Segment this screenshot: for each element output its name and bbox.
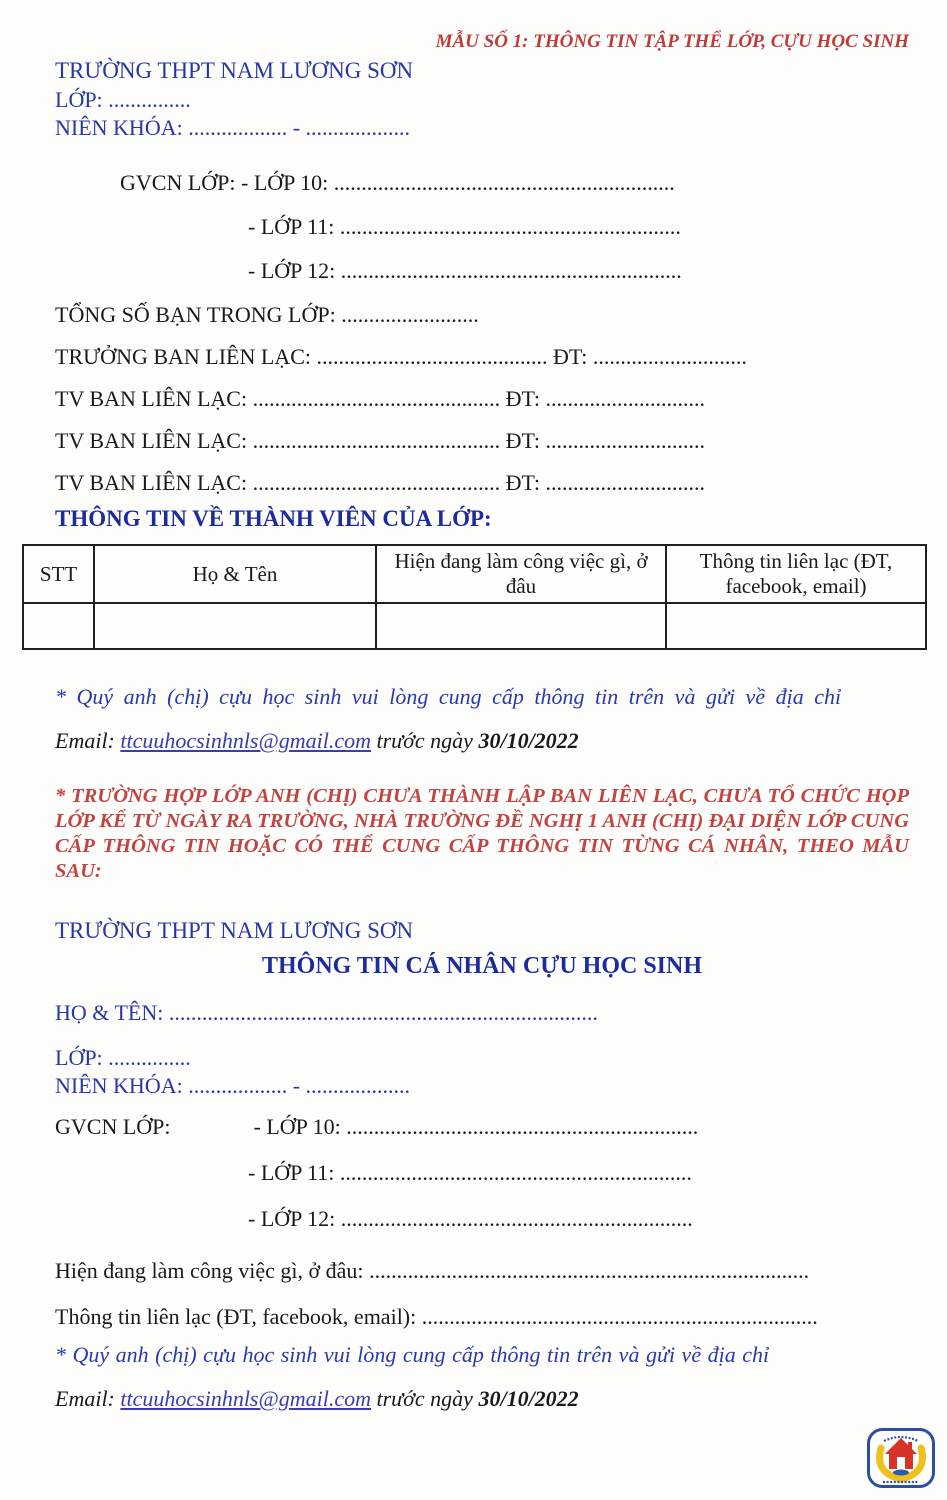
col-header-job: Hiện đang làm công việc gì, ở đâu <box>376 545 666 603</box>
grade11-dotted-blank: .............................................................. <box>339 214 681 239</box>
school-name: TRƯỜNG THPT NAM LƯƠNG SƠN <box>55 918 414 943</box>
before-date-text: trước ngày <box>376 728 473 753</box>
members-section-heading: THÔNG TIN VỀ THÀNH VIÊN CỦA LỚP: <box>55 506 492 531</box>
gvcn-row-grade10 <box>120 168 909 198</box>
deadline-date: 30/10/2022 <box>478 728 579 753</box>
school-logo-icon <box>866 1427 936 1489</box>
gvcn-label: GVCN LỚP: <box>55 1114 171 1139</box>
grade12-label: - LỚP 12: <box>248 258 336 283</box>
cohort-separator: - <box>292 115 301 140</box>
contact-member-dotted-blank: ............................................. <box>252 386 501 411</box>
empty-cell-job <box>376 603 666 649</box>
gvcn-row-grade11 <box>248 212 909 242</box>
grade12-dotted-blank: ................................................................ <box>340 1206 693 1231</box>
email-link[interactable]: ttcuuhocsinhnls@gmail.com <box>120 728 371 753</box>
empty-cell-stt <box>23 603 94 649</box>
email-instruction-line <box>55 1384 909 1414</box>
cohort-label: NIÊN KHÓA: <box>55 115 183 140</box>
total-students-dotted-blank: ......................... <box>341 302 479 327</box>
form-number-tag: MẪU SỐ 1: THÔNG TIN TẬP THỂ LỚP, CỰU HỌC SINH <box>435 31 909 52</box>
gvcn-row-grade10 <box>55 1112 909 1142</box>
contact-info-dotted-blank: ........................................................................ <box>421 1304 818 1329</box>
personal-section-heading: THÔNG TIN CÁ NHÂN CỰU HỌC SINH <box>261 953 703 979</box>
class-field <box>55 1044 909 1072</box>
contact-member-row <box>55 468 909 498</box>
class-label: LỚP: <box>55 1045 103 1070</box>
contact-member-phone-label: ĐT: <box>505 470 540 495</box>
grade10-dotted-blank: ................................................................ <box>346 1114 699 1139</box>
grade12-label: - LỚP 12: <box>248 1206 336 1231</box>
contact-member-phone-dotted-blank: ............................. <box>545 386 705 411</box>
full-name-dotted-blank: .............................................................................. <box>168 1000 598 1025</box>
current-job-dotted-blank: ................................................................................ <box>369 1258 810 1283</box>
contact-head-dotted-blank: .......................................... <box>316 344 548 369</box>
no-committee-notice: * TRƯỜNG HỢP LỚP ANH (CHỊ) CHƯA THÀNH LẬP BAN LIÊN LẠC, CHƯA TỔ CHỨC HỌP LỚP KỂ TỪ NGÀY RA TRƯỜNG, NHÀ TRƯỜNG ĐỀ NGHỊ 1 ANH (CHỊ) ĐẠI DIỆN LỚP CUNG CẤP THÔNG TIN HOẶC CÓ THỂ CUNG CẤP THÔNG TIN TỪNG CÁ NHÂN, THEO MẪU SAU: <box>55 785 909 882</box>
contact-member-label: TV BAN LIÊN LẠC: <box>55 386 248 411</box>
contact-member-row <box>55 426 909 456</box>
col-header-stt: STT <box>23 545 94 603</box>
contact-member-phone-dotted-blank: ............................. <box>545 428 705 453</box>
cohort-field <box>55 1072 909 1100</box>
contact-member-label: TV BAN LIÊN LẠC: <box>55 470 248 495</box>
contact-member-phone-dotted-blank: ............................. <box>545 470 705 495</box>
email-instruction-line <box>55 726 909 756</box>
contact-head-label: TRƯỞNG BAN LIÊN LẠC: <box>55 344 311 369</box>
cohort-dotted-blank-to: ................... <box>305 1073 411 1098</box>
contact-head-phone-label: ĐT: <box>553 344 588 369</box>
contact-info-field <box>55 1302 909 1332</box>
submission-note: * Quý anh (chị) cựu học sinh vui lòng cung cấp thông tin trên và gửi về địa chỉ <box>55 684 842 709</box>
gvcn-row-grade12 <box>248 256 909 286</box>
grade10-label: - LỚP 10: <box>241 170 329 195</box>
cohort-separator: - <box>292 1073 301 1098</box>
school-name: TRƯỜNG THPT NAM LƯƠNG SƠN <box>55 58 414 83</box>
email-label: Email: <box>55 1386 115 1411</box>
full-name-label: HỌ & TÊN: <box>55 1000 164 1025</box>
current-job-field <box>55 1256 909 1286</box>
contact-member-dotted-blank: ............................................. <box>252 470 501 495</box>
grade11-dotted-blank: ................................................................ <box>339 1160 692 1185</box>
before-date-text: trước ngày <box>376 1386 473 1411</box>
cohort-label: NIÊN KHÓA: <box>55 1073 183 1098</box>
class-dotted-blank: ............... <box>108 1045 191 1070</box>
deadline-date: 30/10/2022 <box>478 1386 579 1411</box>
cohort-dotted-blank-from: .................. <box>188 1073 288 1098</box>
grade10-label: - LỚP 10: <box>253 1114 341 1139</box>
members-table-empty-row <box>23 603 926 649</box>
contact-member-label: TV BAN LIÊN LẠC: <box>55 428 248 453</box>
grade11-label: - LỚP 11: <box>248 214 335 239</box>
cohort-dotted-blank-to: ................... <box>305 115 411 140</box>
cohort-field <box>55 114 909 142</box>
submission-note: * Quý anh (chị) cựu học sinh vui lòng cung cấp thông tin trên và gửi về địa chỉ <box>55 1342 770 1367</box>
contact-member-row <box>55 384 909 414</box>
contact-member-dotted-blank: ............................................. <box>252 428 501 453</box>
current-job-label: Hiện đang làm công việc gì, ở đâu: <box>55 1258 364 1283</box>
cohort-dotted-blank-from: .................. <box>188 115 288 140</box>
grade10-dotted-blank: .............................................................. <box>333 170 675 195</box>
class-label: LỚP: <box>55 87 103 112</box>
contact-head-phone-dotted-blank: ............................ <box>592 344 747 369</box>
gvcn-row-grade11 <box>248 1158 909 1188</box>
total-students-field <box>55 300 909 330</box>
total-students-label: TỔNG SỐ BẠN TRONG LỚP: <box>55 302 336 327</box>
gvcn-row-grade12 <box>248 1204 909 1234</box>
contact-info-label: Thông tin liên lạc (ĐT, facebook, email): <box>55 1304 417 1329</box>
grade11-label: - LỚP 11: <box>248 1160 335 1185</box>
empty-cell-name <box>94 603 376 649</box>
class-dotted-blank: ............... <box>108 87 191 112</box>
gvcn-label: GVCN LỚP: <box>120 170 236 195</box>
grade12-dotted-blank: .............................................................. <box>340 258 682 283</box>
empty-cell-contact <box>666 603 926 649</box>
contact-member-phone-label: ĐT: <box>505 386 540 411</box>
members-table-header-row <box>23 545 926 603</box>
contact-head-row <box>55 342 909 372</box>
email-label: Email: <box>55 728 115 753</box>
email-link[interactable]: ttcuuhocsinhnls@gmail.com <box>120 1386 371 1411</box>
members-table <box>22 544 927 650</box>
class-field <box>55 86 909 114</box>
col-header-contact: Thông tin liên lạc (ĐT, facebook, email) <box>666 545 926 603</box>
col-header-name: Họ & Tên <box>94 545 376 603</box>
contact-member-phone-label: ĐT: <box>505 428 540 453</box>
full-name-field <box>55 998 909 1028</box>
